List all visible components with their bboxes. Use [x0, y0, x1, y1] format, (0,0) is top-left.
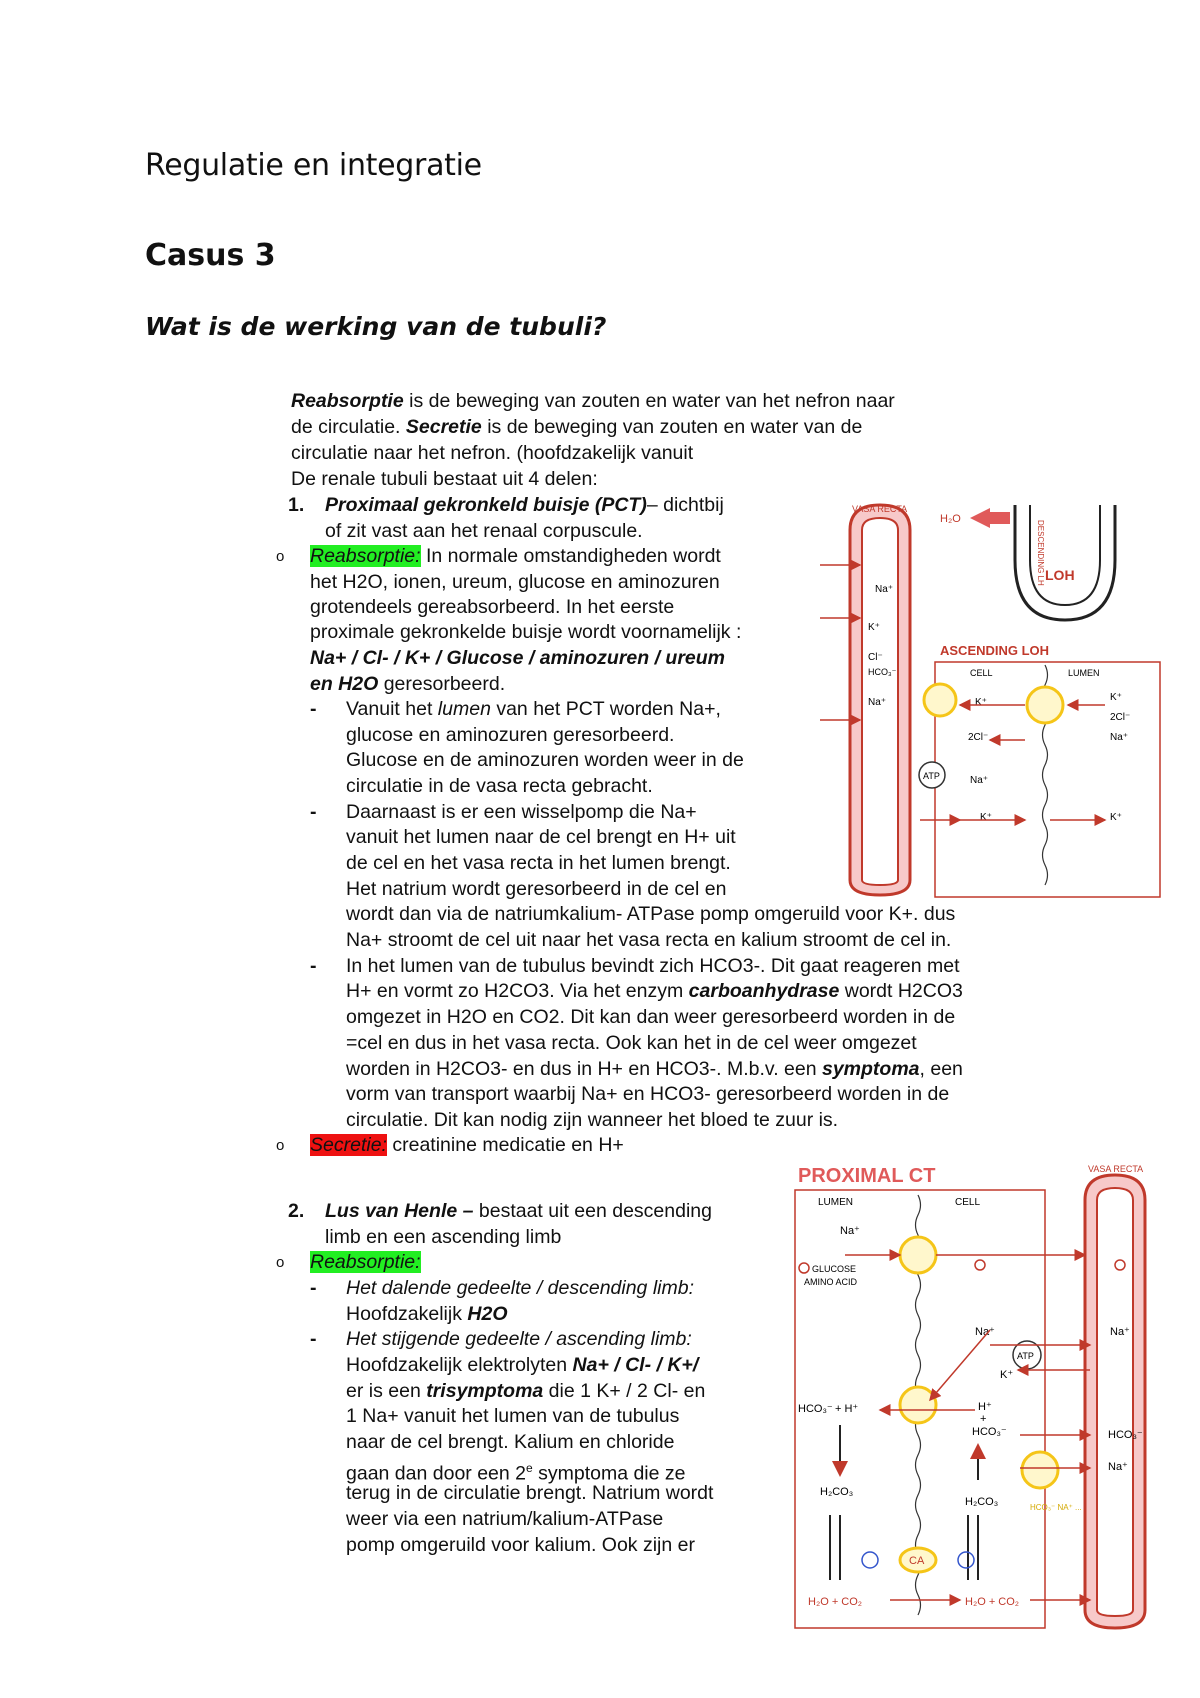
loh-heading-bold: Lus van Henle –: [325, 1200, 474, 1222]
term-carboanhydrase: carboanhydrase: [688, 980, 840, 1002]
pct-bold: en H2O: [310, 673, 379, 695]
intro-text: de circulatie.: [291, 416, 406, 438]
fig2-na-vessel: Na⁺: [1110, 1326, 1130, 1338]
pct-italic: lumen: [437, 698, 491, 720]
loh-a2-line-2: [346, 1353, 698, 1379]
fig2-yellow-note: HCO₃⁻ NA⁺ ...: [1030, 1503, 1082, 1512]
fig2-plus-cell: +: [980, 1413, 987, 1425]
fig2-arrow: [930, 1330, 990, 1400]
term-secretie: Secretie: [405, 416, 482, 438]
pct-reab-line-3: grotendeels gereabsorbeerd. In het eerste: [310, 596, 675, 618]
casus-heading: Casus 3: [145, 238, 276, 273]
pct-dash-3-line-4: =cel en dus in het vasa recta. Ook kan het in de cel weer omgezet: [346, 1032, 917, 1054]
fig2-vasa-recta-lumen: [1097, 1188, 1133, 1616]
bullet-dash: -: [310, 698, 317, 720]
fig2-h2o-co2-cell: H₂O + CO₂: [965, 1596, 1020, 1608]
superscript: e: [526, 1461, 533, 1475]
fig1-hco3-label: HCO₃⁻: [868, 667, 897, 677]
pct-dash-2-line-2: vanuit het lumen naar de cel brengt en H+ uit: [346, 826, 736, 848]
bullet-circle: o: [276, 1254, 285, 1271]
fig1-atp-label: ATP: [923, 771, 940, 781]
reabsorptie-highlight: Reabsorptie:: [310, 545, 421, 567]
loh-heading-text: bestaat uit een descending: [473, 1200, 712, 1222]
loh-text: Hoofdzakelijk elektrolyten: [346, 1354, 573, 1376]
fig2-na-cell: Na⁺: [975, 1326, 995, 1338]
pct-text: , een: [919, 1058, 963, 1080]
fig2-na-lumen: Na⁺: [840, 1225, 860, 1237]
pct-dash-2-line-4: Het natrium wordt geresorbeerd in de cel en: [346, 878, 727, 900]
question-heading: Wat is de werking van de tubuli?: [145, 312, 607, 341]
list-number-2: 2.: [288, 1200, 305, 1222]
pct-dash-1-line-2: glucose en aminozuren geresorbeerd.: [346, 724, 675, 746]
fig2-pump-glucose: [900, 1237, 936, 1273]
pct-dash-2-line-1: Daarnaast is er een wisselpomp die Na+: [346, 801, 697, 823]
pct-dash-2-line-5: wordt dan via de natriumkalium- ATPase pomp omgeruild voor K+. dus: [346, 903, 956, 925]
fig1-ascending-label: ASCENDING LOH: [940, 643, 1050, 658]
pct-reab-line-5: Na+ / Cl- / K+ / Glucose / aminozuren / ureum: [310, 647, 726, 669]
bullet-circle: o: [276, 1137, 285, 1154]
pct-reab-line-1: [310, 544, 721, 570]
loh-heading: [325, 1199, 712, 1225]
loh-heading-line-2: limb en een ascending limb: [325, 1226, 562, 1248]
pct-text: creatinine medicatie en H+: [386, 1134, 624, 1156]
fig2-h2co3-cell: H₂CO₃: [965, 1496, 999, 1508]
fig1-k-lumen: K⁺: [1110, 692, 1122, 703]
pct-secretie-line: [310, 1133, 624, 1159]
fig1-2cl-lumen: 2Cl⁻: [1110, 712, 1131, 723]
bullet-dash: -: [310, 1328, 317, 1350]
loh-text: symptoma die ze: [532, 1462, 686, 1485]
bullet-circle: o: [276, 548, 285, 565]
pct-dash-1-line-4: circulatie in de vasa recta gebracht.: [346, 775, 653, 797]
fig1-na-box: Na⁺: [970, 775, 989, 786]
fig1-pump-2: [1027, 687, 1063, 723]
fig2-pump-symport: [1022, 1452, 1058, 1488]
term-reabsorptie: Reabsorptie: [291, 390, 404, 412]
loh-a1-line-1: Het dalende gedeelte / descending limb:: [346, 1277, 694, 1299]
loh-text: die 1 K+ / 2 Cl- en: [543, 1380, 706, 1402]
intro-text: is de beweging van zouten en water van de: [481, 416, 863, 438]
fig2-atp-label: ATP: [1017, 1351, 1034, 1361]
loh-a2-line-5: naar de cel brengt. Kalium en chloride: [346, 1431, 675, 1453]
term-trisymptoma: trisymptoma: [426, 1380, 544, 1402]
fig1-cell-label: CELL: [970, 668, 993, 678]
loh-a2-line-4: 1 Na+ vanuit het lumen van de tubulus: [346, 1405, 680, 1427]
figure-proximal-ct: [790, 1160, 1170, 1630]
plus-circle-icon: [958, 1552, 974, 1568]
fig1-k-box: K⁺: [975, 697, 987, 708]
term-symptoma: symptoma: [821, 1058, 920, 1080]
pct-text: geresorbeerd.: [378, 673, 506, 695]
loh-a2-line-9: pomp omgeruild voor kalium. Ook zijn er: [346, 1534, 695, 1556]
fig1-pump-1: [924, 684, 956, 716]
loh-reab-line: [310, 1250, 421, 1276]
fig2-k-cell: K⁺: [1000, 1369, 1014, 1381]
plus-circle-icon: [862, 1552, 878, 1568]
pct-dash-3-line-3: omgezet in H2O en CO2. Dit kan dan weer geresorbeerd worden in de: [346, 1006, 956, 1028]
pct-dash-1-line-1: [346, 697, 721, 723]
fig1-h2o-label: H₂O: [940, 513, 961, 525]
loh-a1-line-2: [346, 1302, 508, 1328]
reabsorptie-highlight: Reabsorptie:: [310, 1251, 421, 1273]
fig2-na-vessel-2: Na⁺: [1108, 1461, 1128, 1473]
fig1-k-box-2: K⁺: [980, 812, 992, 823]
intro-line-1: [291, 389, 895, 415]
fig2-title: PROXIMAL CT: [798, 1165, 936, 1187]
secretie-highlight: Secretie:: [310, 1134, 387, 1156]
fig1-k-lumen-2: K⁺: [1110, 812, 1122, 823]
pct-heading-line-2: of zit vast aan het renaal corpuscule.: [325, 520, 643, 542]
fig2-ca-label: CA: [909, 1555, 925, 1567]
bullet-dash: -: [310, 801, 317, 823]
loh-a2-line-3: [346, 1379, 705, 1405]
fig2-hco3-cell: HCO₃⁻: [972, 1426, 1007, 1438]
loh-a2-line-7: terug in de circulatie brengt. Natrium wordt: [346, 1482, 714, 1504]
fig2-amino-label: AMINO ACID: [804, 1277, 858, 1287]
intro-line-4: De renale tubuli bestaat uit 4 delen:: [291, 468, 598, 490]
fig2-h2co3-lumen: H₂CO₃: [820, 1486, 854, 1498]
fig2-hco3-lumen: HCO₃⁻: [798, 1403, 833, 1415]
fig2-lumen-label: LUMEN: [818, 1197, 854, 1208]
pct-dash-2-line-3: de cel en het vasa recta in het lumen brengt.: [346, 852, 731, 874]
intro-line-3: circulatie naar het nefron. (hoofdzakelijk vanuit: [291, 442, 694, 464]
pct-dash-3-line-2: [346, 979, 963, 1005]
loh-text: gaan dan door een 2: [346, 1462, 526, 1485]
fig1-cl-label: Cl⁻: [868, 652, 883, 663]
pct-text: H+ en vormt zo H2CO3. Via het enzym: [346, 980, 689, 1002]
pct-text: In normale omstandigheden wordt: [420, 545, 721, 567]
fig2-glucose-label: GLUCOSE: [812, 1264, 857, 1274]
pct-text: wordt H2CO3: [839, 980, 963, 1002]
pct-dash-3-line-6: vorm van transport waarbij Na+ en HCO3- geresorbeerd worden in de: [346, 1083, 950, 1105]
pct-dash-1-line-3: Glucose en de aminozuren worden weer in de: [346, 749, 744, 771]
fig2-vasa-recta-label: VASA RECTA: [1088, 1164, 1144, 1174]
fig1-loh-label: LOH: [1045, 567, 1075, 583]
pct-reab-line-2: het H2O, ionen, ureum, glucose en aminozuren: [310, 571, 720, 593]
fig2-hco3-vessel: HCO₃⁻: [1108, 1429, 1143, 1441]
figure-loop-of-henle: [820, 500, 1165, 900]
intro-line-2: [291, 415, 862, 441]
list-number-1: 1.: [288, 494, 305, 516]
pct-dash-3-line-5: [346, 1057, 963, 1083]
pct-reab-line-6: [310, 672, 505, 698]
fig1-descending-label: DESCENDING LH: [1036, 520, 1045, 586]
loh-text: er is een: [346, 1380, 427, 1402]
pct-heading-bold: Proximaal gekronkeld buisje (PCT): [325, 494, 647, 516]
pct-dash-3-line-7: circulatie. Dit kan nodig zijn wanneer het bloed te zuur is.: [346, 1109, 839, 1131]
pct-text: worden in H2CO3- en dus in H+ en HCO3-. M.b.v. een: [346, 1058, 822, 1080]
bullet-dash: -: [310, 955, 317, 977]
fig2-cell-label: CELL: [955, 1197, 981, 1208]
fig2-pump-exchanger: [900, 1387, 936, 1423]
loh-a2-line-8: weer via een natrium/kalium-ATPase: [346, 1508, 664, 1530]
loh-bold: H2O: [467, 1303, 508, 1325]
fig1-lumen-label: LUMEN: [1068, 668, 1100, 678]
fig2-h2o-co2-lumen: H₂O + CO₂: [808, 1596, 863, 1608]
bullet-dash: -: [310, 1277, 317, 1299]
fig2-plus-h: + H⁺: [835, 1403, 859, 1415]
loh-a2-line-1: Het stijgende gedeelte / ascending limb:: [346, 1328, 692, 1350]
fig1-k-label: K⁺: [868, 622, 880, 633]
loh-text: Hoofdzakelijk: [346, 1303, 468, 1325]
pct-heading-text: – dichtbij: [646, 494, 724, 516]
fig1-na-label-2: Na⁺: [868, 697, 887, 708]
loh-bold: Na+ / Cl- / K+/: [572, 1354, 699, 1376]
fig1-na-label: Na⁺: [875, 584, 894, 595]
pct-dash-2-line-6: Na+ stroomt de cel uit naar het vasa recta en kalium stroomt de cel in.: [346, 929, 952, 951]
document-title: Regulatie en integratie: [145, 148, 482, 183]
pct-text: van het PCT worden Na+,: [490, 698, 721, 720]
pct-dash-3-line-1: In het lumen van de tubulus bevindt zich HCO3-. Dit gaat reageren met: [346, 955, 960, 977]
pct-text: Vanuit het: [346, 698, 438, 720]
intro-text: is de beweging van zouten en water van het nefron naar: [403, 390, 895, 412]
fig1-2cl-box: 2Cl⁻: [968, 732, 989, 743]
pct-reab-line-4: proximale gekronkelde buisje wordt voornamelijk :: [310, 621, 742, 643]
arrow-icon: [970, 508, 1010, 528]
fig1-vasa-recta-label: VASA RECTA: [852, 504, 908, 514]
fig1-na-lumen: Na⁺: [1110, 732, 1129, 743]
fig2-h-cell: H⁺: [978, 1401, 992, 1413]
glucose-icon: [975, 1260, 985, 1270]
glucose-icon: [799, 1263, 809, 1273]
pct-heading: [325, 493, 724, 519]
